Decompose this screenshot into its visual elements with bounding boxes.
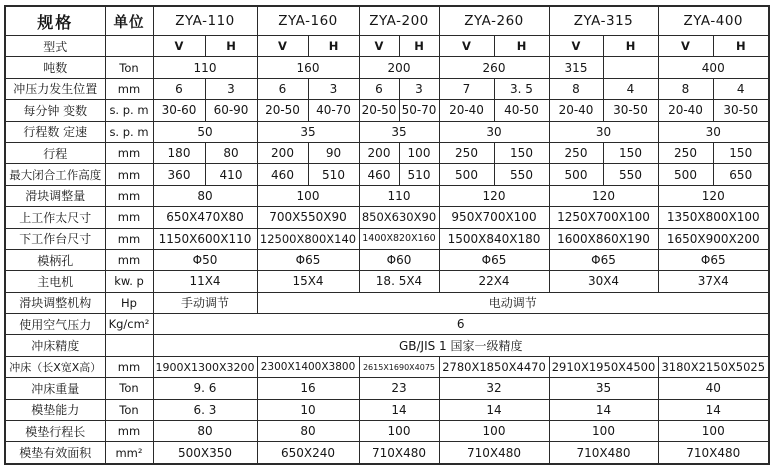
cell-6-5: 510: [399, 164, 439, 185]
cell-18-0: 80: [153, 421, 257, 442]
row-label-19: 模垫有效面积: [5, 442, 105, 464]
cell-3-10: 20-40: [658, 100, 713, 121]
row-unit-1: Ton: [105, 57, 153, 78]
cell-16-4: 35: [549, 378, 658, 399]
cell-18-3: 100: [439, 421, 549, 442]
cell-9-5: 1650X900X200: [658, 228, 769, 249]
cell-0-8: V: [549, 36, 603, 57]
cell-1-2: 200: [359, 57, 439, 78]
cell-5-5: 100: [399, 142, 439, 163]
cell-2-0: 6: [153, 78, 205, 99]
row-label-12: 滑块调整机构: [5, 292, 105, 313]
cell-17-4: 14: [549, 399, 658, 420]
cell-15-4: 2910X1950X4500: [549, 356, 658, 377]
spec-row-11: [5, 271, 769, 292]
cell-8-4: 1250X700X100: [549, 207, 658, 228]
cell-3-9: 30-50: [603, 100, 658, 121]
cell-16-3: 32: [439, 378, 549, 399]
row-unit-11: kw. p: [105, 271, 153, 292]
row-label-3: 每分钟 变数: [5, 100, 105, 121]
cell-18-2: 100: [359, 421, 439, 442]
header-model-zya-400: ZYA-400: [658, 6, 769, 36]
row-unit-14: [105, 335, 153, 356]
row-unit-13: Kg/cm²: [105, 314, 153, 335]
cell-2-1: 3: [205, 78, 257, 99]
header-unit-label: 单位: [105, 6, 153, 36]
row-unit-7: mm: [105, 185, 153, 206]
spec-row-4: [5, 121, 769, 142]
cell-6-4: 460: [359, 164, 399, 185]
row-unit-0: [105, 36, 153, 57]
cell-0-9: H: [603, 36, 658, 57]
cell-11-4: 30X4: [549, 271, 658, 292]
cell-16-2: 23: [359, 378, 439, 399]
row-label-4: 行程数 定速: [5, 121, 105, 142]
cell-8-2: 850X630X90: [359, 207, 439, 228]
row-label-6: 最大闭合工作高度: [5, 164, 105, 185]
cell-0-11: H: [713, 36, 769, 57]
cell-11-1: 15X4: [257, 271, 359, 292]
row-label-17: 模垫能力: [5, 399, 105, 420]
cell-0-2: V: [257, 36, 308, 57]
cell-4-2: 35: [359, 121, 439, 142]
cell-5-8: 250: [549, 142, 603, 163]
spec-row-9: [5, 228, 769, 249]
cell-18-1: 80: [257, 421, 359, 442]
cell-11-5: 37X4: [658, 271, 769, 292]
cell-19-0: 500X350: [153, 442, 257, 464]
cell-10-1: Φ65: [257, 249, 359, 270]
cell-7-1: 100: [257, 185, 359, 206]
cell-3-3: 40-70: [308, 100, 359, 121]
cell-0-3: H: [308, 36, 359, 57]
cell-19-4: 710X480: [549, 442, 658, 464]
cell-3-0: 30-60: [153, 100, 205, 121]
spec-row-16: [5, 378, 769, 399]
cell-7-2: 110: [359, 185, 439, 206]
cell-9-3: 1500X840X180: [439, 228, 549, 249]
row-label-16: 冲床重量: [5, 378, 105, 399]
cell-11-0: 11X4: [153, 271, 257, 292]
cell-15-5: 3180X2150X5025: [658, 356, 769, 377]
row-label-2: 冲压力发生位置: [5, 78, 105, 99]
cell-0-0: V: [153, 36, 205, 57]
cell-5-3: 90: [308, 142, 359, 163]
cell-10-5: Φ65: [658, 249, 769, 270]
spec-row-18: [5, 421, 769, 442]
cell-15-2: 2615X1690X4075: [359, 356, 439, 377]
header-model-zya-110: ZYA-110: [153, 6, 257, 36]
cell-18-5: 100: [658, 421, 769, 442]
cell-6-9: 550: [603, 164, 658, 185]
cell-19-5: 710X480: [658, 442, 769, 464]
cell-4-3: 30: [439, 121, 549, 142]
row-unit-2: mm: [105, 78, 153, 99]
header-model-zya-260: ZYA-260: [439, 6, 549, 36]
cell-0-5: H: [399, 36, 439, 57]
cell-19-2: 710X480: [359, 442, 439, 464]
cell-7-5: 120: [658, 185, 769, 206]
cell-6-2: 460: [257, 164, 308, 185]
cell-3-5: 50-70: [399, 100, 439, 121]
row-unit-6: mm: [105, 164, 153, 185]
header-row: [5, 6, 769, 36]
row-unit-16: Ton: [105, 378, 153, 399]
header-model-zya-200: ZYA-200: [359, 6, 439, 36]
cell-6-10: 500: [658, 164, 713, 185]
cell-15-0: 1900X1300X3200: [153, 356, 257, 377]
row-label-8: 上工作太尺寸: [5, 207, 105, 228]
cell-8-3: 950X700X100: [439, 207, 549, 228]
cell-4-1: 35: [257, 121, 359, 142]
cell-4-5: 30: [658, 121, 769, 142]
cell-17-5: 14: [658, 399, 769, 420]
cell-5-1: 80: [205, 142, 257, 163]
cell-13-0: 6: [153, 314, 769, 335]
row-label-11: 主电机: [5, 271, 105, 292]
cell-3-8: 20-40: [549, 100, 603, 121]
row-label-5: 行程: [5, 142, 105, 163]
cell-8-0: 650X470X80: [153, 207, 257, 228]
cell-2-7: 3. 5: [494, 78, 549, 99]
cell-0-1: H: [205, 36, 257, 57]
cell-6-1: 410: [205, 164, 257, 185]
cell-0-6: V: [439, 36, 494, 57]
spec-row-1: [5, 57, 769, 78]
cell-9-4: 1600X860X190: [549, 228, 658, 249]
cell-9-1: 12500X800X140: [257, 228, 359, 249]
cell-5-4: 200: [359, 142, 399, 163]
cell-2-11: 4: [713, 78, 769, 99]
row-label-10: 模柄孔: [5, 249, 105, 270]
spec-row-14: [5, 335, 769, 356]
spec-row-12: [5, 292, 769, 313]
cell-17-0: 6. 3: [153, 399, 257, 420]
cell-6-11: 650: [713, 164, 769, 185]
cell-5-0: 180: [153, 142, 205, 163]
cell-1-5: [603, 57, 658, 78]
cell-15-1: 2300X1400X3800: [257, 356, 359, 377]
spec-row-7: [5, 185, 769, 206]
row-label-13: 使用空气压力: [5, 314, 105, 335]
spec-table: [4, 5, 770, 465]
cell-6-3: 510: [308, 164, 359, 185]
row-label-15: 冲床（长X宽X高）: [5, 356, 105, 377]
row-label-9: 下工作台尺寸: [5, 228, 105, 249]
row-unit-5: mm: [105, 142, 153, 163]
header-model-zya-160: ZYA-160: [257, 6, 359, 36]
cell-5-9: 150: [603, 142, 658, 163]
cell-15-3: 2780X1850X4470: [439, 356, 549, 377]
cell-6-8: 500: [549, 164, 603, 185]
cell-1-3: 260: [439, 57, 549, 78]
cell-2-2: 6: [257, 78, 308, 99]
row-label-7: 滑块调整量: [5, 185, 105, 206]
spec-row-15: [5, 356, 769, 377]
cell-7-3: 120: [439, 185, 549, 206]
cell-11-2: 18. 5X4: [359, 271, 439, 292]
cell-2-10: 8: [658, 78, 713, 99]
row-label-0: 型式: [5, 36, 105, 57]
cell-2-9: 4: [603, 78, 658, 99]
row-unit-4: s. p. m: [105, 121, 153, 142]
cell-3-6: 20-40: [439, 100, 494, 121]
cell-0-4: V: [359, 36, 399, 57]
row-unit-12: Hp: [105, 292, 153, 313]
spec-row-17: [5, 399, 769, 420]
cell-12-1: 电动调节: [257, 292, 769, 313]
cell-3-7: 40-50: [494, 100, 549, 121]
cell-3-11: 30-50: [713, 100, 769, 121]
cell-10-2: Φ60: [359, 249, 439, 270]
row-unit-10: mm: [105, 249, 153, 270]
cell-2-8: 8: [549, 78, 603, 99]
cell-3-2: 20-50: [257, 100, 308, 121]
cell-9-0: 1150X600X110: [153, 228, 257, 249]
cell-4-0: 50: [153, 121, 257, 142]
spec-row-0: [5, 36, 769, 57]
spec-row-19: [5, 442, 769, 464]
spec-row-5: [5, 142, 769, 163]
cell-6-0: 360: [153, 164, 205, 185]
spec-row-8: [5, 207, 769, 228]
row-unit-18: mm: [105, 421, 153, 442]
row-unit-17: Ton: [105, 399, 153, 420]
cell-5-7: 150: [494, 142, 549, 163]
cell-1-4: 315: [549, 57, 603, 78]
cell-0-7: H: [494, 36, 549, 57]
cell-2-4: 6: [359, 78, 399, 99]
cell-16-5: 40: [658, 378, 769, 399]
cell-8-5: 1350X800X100: [658, 207, 769, 228]
cell-11-3: 22X4: [439, 271, 549, 292]
cell-7-4: 120: [549, 185, 658, 206]
spec-row-2: [5, 78, 769, 99]
row-label-14: 冲床精度: [5, 335, 105, 356]
cell-6-7: 550: [494, 164, 549, 185]
spec-row-6: [5, 164, 769, 185]
cell-2-3: 3: [308, 78, 359, 99]
cell-10-0: Φ50: [153, 249, 257, 270]
cell-3-4: 20-50: [359, 100, 399, 121]
row-unit-9: mm: [105, 228, 153, 249]
cell-5-10: 250: [658, 142, 713, 163]
cell-19-3: 710X480: [439, 442, 549, 464]
cell-5-11: 150: [713, 142, 769, 163]
cell-16-1: 16: [257, 378, 359, 399]
cell-7-0: 80: [153, 185, 257, 206]
spec-row-10: [5, 249, 769, 270]
cell-0-10: V: [658, 36, 713, 57]
spec-row-3: [5, 100, 769, 121]
header-model-zya-315: ZYA-315: [549, 6, 658, 36]
cell-5-2: 200: [257, 142, 308, 163]
cell-1-0: 110: [153, 57, 257, 78]
cell-6-6: 500: [439, 164, 494, 185]
cell-17-2: 14: [359, 399, 439, 420]
row-unit-8: mm: [105, 207, 153, 228]
cell-12-0: 手动调节: [153, 292, 257, 313]
cell-1-1: 160: [257, 57, 359, 78]
row-unit-3: s. p. m: [105, 100, 153, 121]
spec-table-body: [5, 36, 769, 464]
cell-10-4: Φ65: [549, 249, 658, 270]
row-label-1: 吨数: [5, 57, 105, 78]
cell-14-0: GB/JIS 1 国家一级精度: [153, 335, 769, 356]
cell-4-4: 30: [549, 121, 658, 142]
cell-2-5: 3: [399, 78, 439, 99]
cell-10-3: Φ65: [439, 249, 549, 270]
cell-2-6: 7: [439, 78, 494, 99]
cell-16-0: 9. 6: [153, 378, 257, 399]
row-label-18: 模垫行程长: [5, 421, 105, 442]
cell-1-6: 400: [658, 57, 769, 78]
cell-17-1: 10: [257, 399, 359, 420]
cell-8-1: 700X550X90: [257, 207, 359, 228]
cell-18-4: 100: [549, 421, 658, 442]
cell-3-1: 60-90: [205, 100, 257, 121]
cell-19-1: 650X240: [257, 442, 359, 464]
row-unit-19: mm²: [105, 442, 153, 464]
cell-5-6: 250: [439, 142, 494, 163]
cell-9-2: 1400X820X160: [359, 228, 439, 249]
spec-row-13: [5, 314, 769, 335]
row-unit-15: mm: [105, 356, 153, 377]
header-spec-label: 规格: [5, 6, 105, 36]
cell-17-3: 14: [439, 399, 549, 420]
